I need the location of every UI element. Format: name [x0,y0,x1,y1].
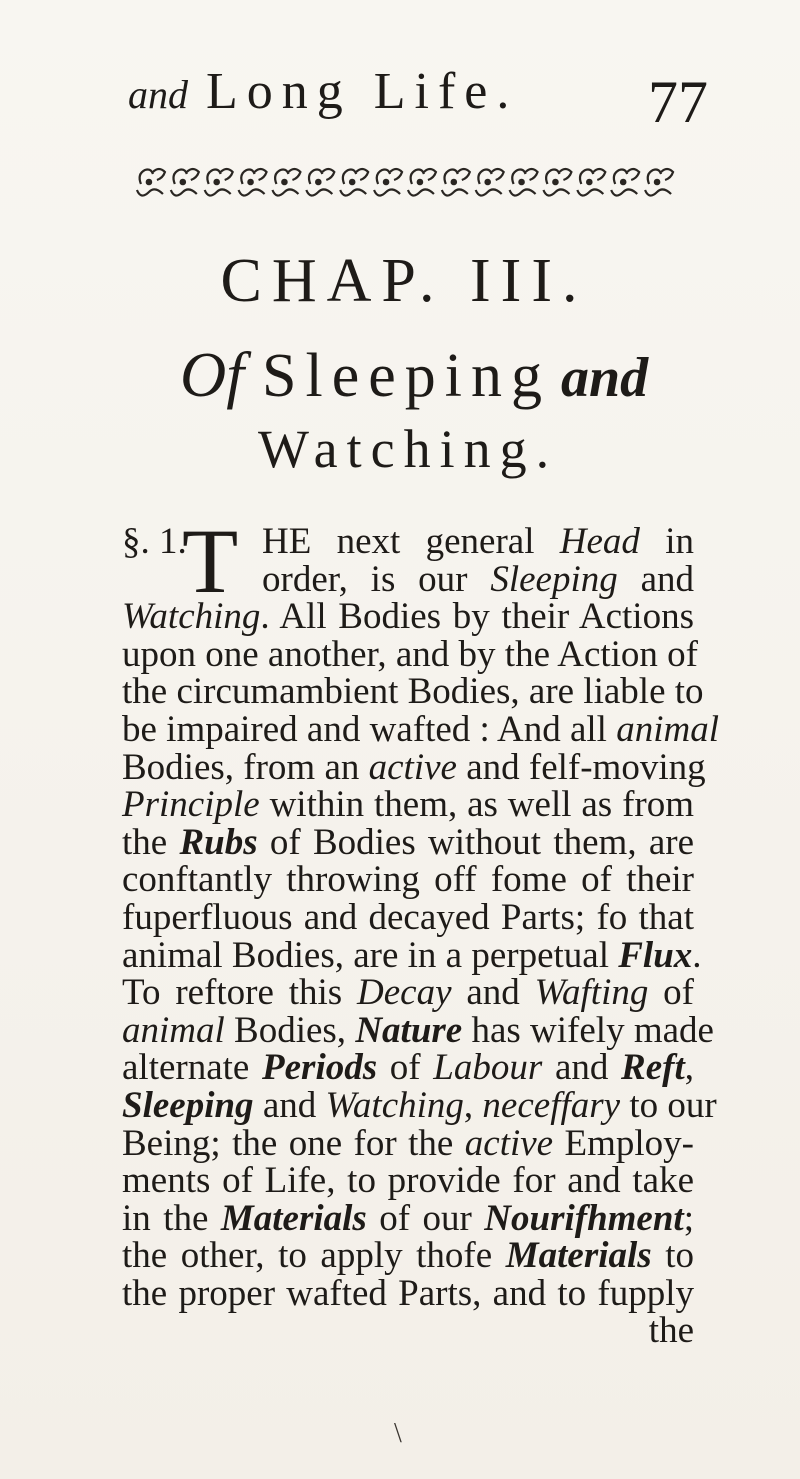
text-run: Watching [325,1084,464,1126]
text-run: neceffary [482,1084,621,1126]
text-run: Labour [433,1047,543,1089]
ornament-piece [408,169,436,196]
text-run: Flux [618,934,693,976]
text-line [122,1312,694,1350]
text-run: the [122,821,180,863]
text-run: has wifely made [462,1009,714,1051]
ornament-piece [137,169,165,196]
running-head-and: and [128,72,188,117]
text-run: active [464,1122,554,1164]
text-run: To reftore this [122,972,358,1014]
text-run: to [651,1235,695,1277]
text-run: Decay [357,972,452,1014]
text-line [122,1009,714,1051]
text-run: Periods [262,1047,378,1089]
text-run: ments of Life, to provide for and take [122,1160,694,1202]
chapter-title-line1 [180,332,740,420]
ornament-piece [306,169,334,196]
ornament-band [134,160,676,202]
text-run: . All Bodies by their Actions [260,596,694,638]
chapter-title-of: Of [180,339,244,410]
text-line [122,1049,694,1087]
text-run: HE next general [262,521,560,562]
text-run: Reft [621,1047,685,1089]
ornament-piece [272,169,300,196]
text-run: Watching [122,596,261,638]
ornament-piece [340,169,368,196]
text-run: Principle [122,784,260,826]
ornament-piece [171,169,199,196]
text-line [122,708,719,750]
text-run: and [451,972,535,1014]
text-line [122,934,702,976]
text-run: and [542,1047,622,1089]
text-run: upon one another, and by the Action of [122,633,698,675]
text-run: Sleeping [490,558,618,600]
text-line [122,1122,695,1164]
text-run: ; [683,1197,694,1239]
text-run: the other, to apply thofe [122,1235,506,1277]
text-line [122,821,694,863]
text-run: Being; the one for the [122,1122,465,1164]
section-number: §. 1. [122,521,187,562]
text-line [122,861,694,899]
text-line [122,1162,694,1200]
text-line [122,671,704,713]
text-line [122,746,706,788]
text-run: . [692,934,702,976]
text-run: of our [366,1197,485,1239]
text-run: of [377,1047,434,1089]
text-run: , [463,1084,483,1126]
text-run: Bodies, [224,1009,356,1051]
text-run: Nourifhment [484,1197,684,1239]
text-run: of [648,972,694,1014]
text-line [122,896,694,938]
text-run: and [617,558,694,600]
body-text [122,510,719,1352]
text-run: Bodies, from an [122,746,369,788]
text-line [122,786,694,824]
text-run: conftantly throwing off fome of their [122,859,694,901]
text-line [122,974,694,1012]
text-run: alternate [122,1047,263,1089]
text-line [122,633,698,675]
chapter-title-and: and [560,347,649,409]
text-line [122,1237,694,1275]
text-run: order, is our [262,558,491,600]
text-run: animal [616,708,719,750]
chapter-title-sleeping: Sleeping [262,342,551,410]
ornament-piece [543,169,571,196]
text-run: within them, as well as from [259,784,694,826]
ornament-piece [476,169,504,196]
chapter-title-watching: Watching. [258,419,559,479]
text-run: animal [122,1009,225,1051]
ornament-piece [510,169,538,196]
text-run: Materials [220,1197,367,1239]
ornament-piece [374,169,402,196]
text-run: animal Bodies, are in a perpetual [122,934,619,976]
text-run: fuperfluous and decayed Parts; fo that [122,896,694,938]
text-run: the circumambient Bodies, are liable to [122,671,704,713]
chapter-heading: CHAP. III. [220,247,588,315]
text-run: , [684,1047,694,1089]
body-lines [122,510,719,1352]
text-run: of Bodies without them, are [257,821,694,863]
text-run: and [253,1084,326,1126]
text-run: Rubs [179,821,258,863]
ornament-piece [645,169,673,196]
ornament-piece [442,169,470,196]
text-run: and felf-moving [456,746,706,788]
ornament-piece [611,169,639,196]
text-run: Sleeping [122,1084,254,1126]
text-run: Nature [355,1009,463,1051]
ornament-piece [239,169,267,196]
drop-cap: T [182,510,239,612]
footer-mark: \ [394,1418,402,1449]
text-line [122,1084,717,1126]
text-run: the proper wafted Parts, and to fupply [122,1272,694,1314]
ornament-piece [577,169,605,196]
text-run: Head [559,521,640,562]
text-run: the [648,1310,694,1352]
text-run: in the [122,1197,221,1239]
page-number: 77 [648,69,708,135]
text-run: Employ- [553,1122,695,1164]
ornament-piece [205,169,233,196]
text-line [122,1272,694,1314]
running-head [128,62,688,122]
text-run: Wafting [534,972,649,1014]
text-run: to our [620,1084,717,1126]
text-line [122,1197,694,1239]
text-run: Materials [505,1235,652,1277]
text-run: active [368,746,457,788]
running-head-title: Long Life. [206,63,519,120]
text-run: be impaired and wafted : And all [122,708,617,750]
text-run: in [639,521,694,562]
